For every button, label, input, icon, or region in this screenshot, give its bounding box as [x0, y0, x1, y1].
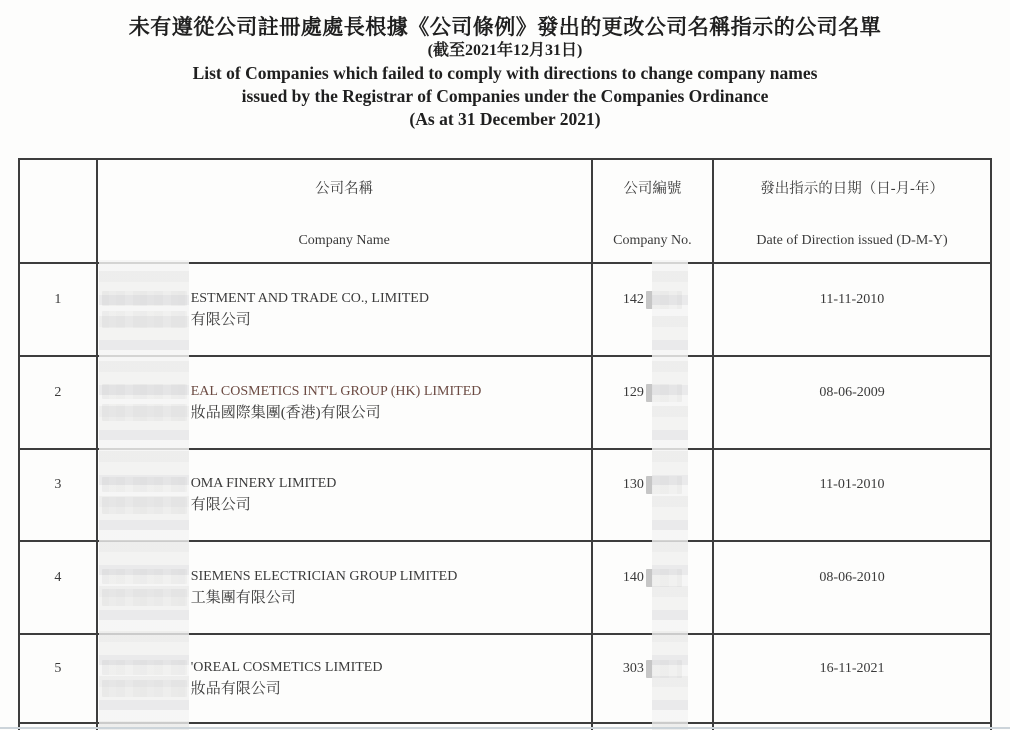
company-name-en: EAL COSMETICS INT'L GROUP (HK) LIMITED	[190, 383, 482, 399]
row-index: 2	[54, 384, 62, 400]
document-title	[0, 14, 1010, 131]
header-company-no-en: Company No.	[613, 233, 692, 248]
direction-date: 08-06-2010	[819, 569, 885, 585]
header-company-name	[98, 160, 593, 262]
company-name-zh: 妝品國際集團(香港)有限公司	[190, 404, 381, 421]
blur-strip-company-no	[652, 260, 688, 730]
company-name-en: SIEMENS ELECTRICIAN GROUP LIMITED	[190, 568, 458, 584]
page-bottom-edge	[0, 727, 1010, 729]
company-number: 303	[622, 660, 644, 676]
row-index: 1	[54, 291, 62, 307]
header-company-name-en: Company Name	[298, 233, 390, 248]
direction-date: 11-11-2010	[819, 291, 885, 307]
header-company-name-zh: 公司名稱	[315, 181, 374, 197]
company-name-en: OMA FINERY LIMITED	[190, 476, 337, 491]
direction-date: 11-01-2010	[819, 477, 885, 492]
company-number: 130	[622, 477, 644, 492]
company-name-zh: 有限公司	[190, 311, 251, 328]
direction-date: 08-06-2009	[819, 384, 885, 400]
company-number: 142	[622, 291, 644, 307]
title-english-line1: List of Companies which failed to comply with directions to change company names	[192, 63, 818, 83]
company-number: 140	[622, 569, 644, 585]
header-company-no	[593, 160, 715, 262]
header-index-cell	[20, 160, 98, 262]
title-english-line2: issued by the Registrar of Companies under the Companies Ordinance	[241, 86, 769, 106]
company-name-en: 'OREAL COSMETICS LIMITED	[190, 659, 383, 675]
header-date	[714, 160, 990, 262]
row-index: 4	[54, 569, 62, 585]
company-number: 129	[622, 384, 644, 400]
title-english-date-line: (As at 31 December 2021)	[409, 109, 601, 129]
row-index: 5	[54, 660, 62, 676]
title-chinese-line1: 未有遵從公司註冊處處長根據《公司條例》發出的更改公司名稱指示的公司名單	[128, 15, 882, 39]
company-name-zh: 工集團有限公司	[190, 589, 296, 606]
title-chinese-date-line: (截至2021年12月31日)	[427, 42, 583, 59]
blur-strip-company-name	[99, 260, 189, 730]
row-index: 3	[54, 477, 62, 492]
company-name-zh: 有限公司	[190, 497, 251, 513]
company-name-zh: 妝品有限公司	[190, 680, 281, 697]
header-date-zh: 發出指示的日期（日-月-年）	[760, 181, 944, 197]
header-date-en: Date of Direction issued (D-M-Y)	[756, 233, 948, 248]
table-header-row	[20, 160, 990, 264]
direction-date: 16-11-2021	[819, 660, 885, 676]
header-company-no-zh: 公司編號	[623, 181, 682, 197]
company-name-en: ESTMENT AND TRADE CO., LIMITED	[190, 290, 429, 306]
